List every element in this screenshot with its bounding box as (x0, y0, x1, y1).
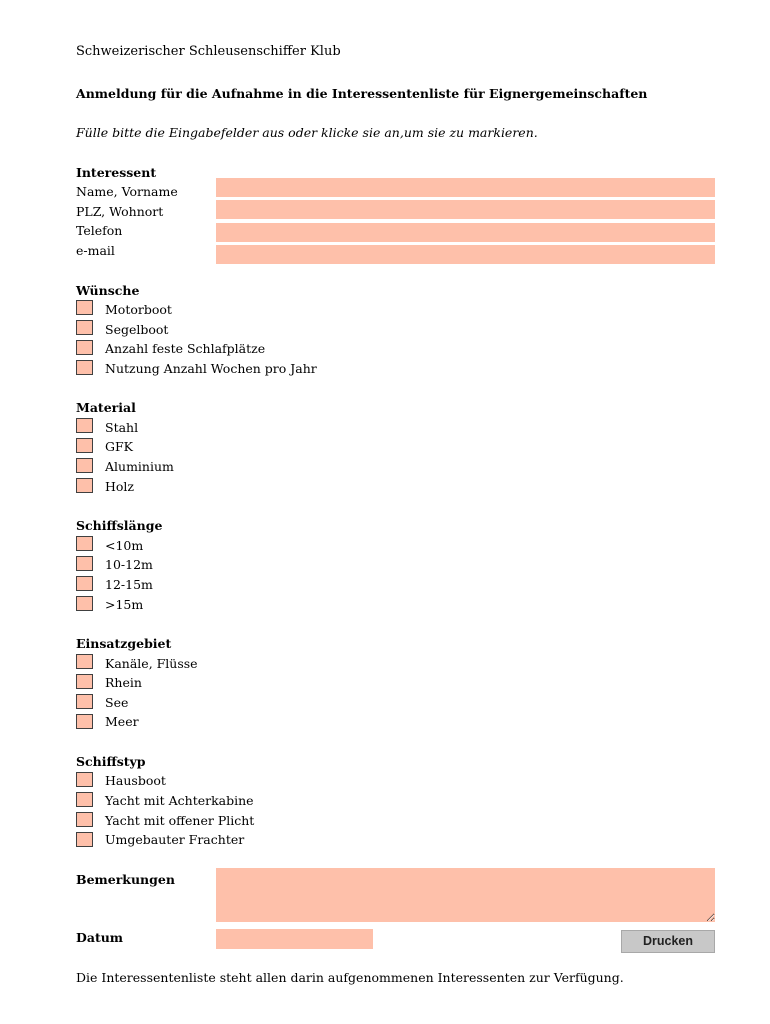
checkbox-aluminium[interactable] (76, 458, 93, 473)
checkbox-yacht-achterkabine[interactable] (76, 792, 93, 807)
option-label: Anzahl feste Schlafplätze (105, 341, 266, 356)
section-title-einsatzgebiet: Einsatzgebiet (76, 636, 172, 651)
section-title-schiffstyp: Schiffstyp (76, 754, 146, 769)
checkbox-laenge-unter-10[interactable] (76, 536, 93, 551)
option-label: Stahl (105, 420, 139, 435)
club-name: Schweizerischer Schleusenschiffer Klub (76, 44, 341, 59)
telefon-label: Telefon (76, 223, 123, 238)
option-label: <10m (105, 538, 144, 553)
checkbox-laenge-10-12[interactable] (76, 556, 93, 571)
section-title-schiffslaenge: Schiffslänge (76, 518, 163, 533)
section-title-interessent: Interessent (76, 165, 157, 180)
footer-note: Die Interessentenliste steht allen darin aufgenommenen Interessenten zur Verfügung. (76, 970, 624, 985)
section-title-wuensche: Wünsche (76, 283, 140, 298)
email-field[interactable] (216, 245, 715, 264)
option-label: Segelboot (105, 322, 169, 337)
name-label: Name, Vorname (76, 184, 178, 199)
checkbox-holz[interactable] (76, 478, 93, 493)
option-label: Aluminium (105, 459, 174, 474)
option-label: See (105, 695, 129, 710)
option-label: >15m (105, 597, 144, 612)
option-label: Holz (105, 479, 135, 494)
checkbox-segelboot[interactable] (76, 320, 93, 335)
option-label: Yacht mit offener Plicht (105, 813, 255, 828)
email-label: e-mail (76, 243, 115, 258)
name-field[interactable] (216, 178, 715, 197)
form-headline: Anmeldung für die Aufnahme in die Interessentenliste für Eignergemeinschaften (76, 86, 648, 101)
option-label: 10-12m (105, 557, 153, 572)
checkbox-hausboot[interactable] (76, 772, 93, 787)
checkbox-schlafplaetze[interactable] (76, 340, 93, 355)
section-title-material: Material (76, 400, 136, 415)
datum-label: Datum (76, 930, 124, 945)
option-label: Nutzung Anzahl Wochen pro Jahr (105, 361, 317, 376)
checkbox-motorboot[interactable] (76, 300, 93, 315)
checkbox-umgebauter-frachter[interactable] (76, 832, 93, 847)
form-instruction: Fülle bitte die Eingabefelder aus oder klicke sie an,um sie zu markieren. (76, 125, 538, 140)
option-label: Umgebauter Frachter (105, 832, 245, 847)
checkbox-yacht-offene-plicht[interactable] (76, 812, 93, 827)
plz-label: PLZ, Wohnort (76, 204, 164, 219)
checkbox-laenge-ueber-15[interactable] (76, 596, 93, 611)
checkbox-gfk[interactable] (76, 438, 93, 453)
plz-wohnort-field[interactable] (216, 200, 715, 219)
checkbox-see[interactable] (76, 694, 93, 709)
checkbox-laenge-12-15[interactable] (76, 576, 93, 591)
bemerkungen-label: Bemerkungen (76, 872, 175, 887)
option-label: GFK (105, 439, 133, 454)
option-label: Rhein (105, 675, 142, 690)
option-label: Kanäle, Flüsse (105, 656, 198, 671)
checkbox-nutzung-wochen[interactable] (76, 360, 93, 375)
option-label: 12-15m (105, 577, 153, 592)
checkbox-stahl[interactable] (76, 418, 93, 433)
option-label: Meer (105, 714, 139, 729)
option-label: Hausboot (105, 773, 166, 788)
checkbox-meer[interactable] (76, 714, 93, 729)
checkbox-rhein[interactable] (76, 674, 93, 689)
telefon-field[interactable] (216, 223, 715, 242)
option-label: Motorboot (105, 302, 172, 317)
bemerkungen-field[interactable] (216, 868, 715, 922)
print-button[interactable]: Drucken (621, 930, 715, 953)
checkbox-kanaele-fluesse[interactable] (76, 654, 93, 669)
option-label: Yacht mit Achterkabine (105, 793, 254, 808)
datum-field[interactable] (216, 929, 373, 949)
